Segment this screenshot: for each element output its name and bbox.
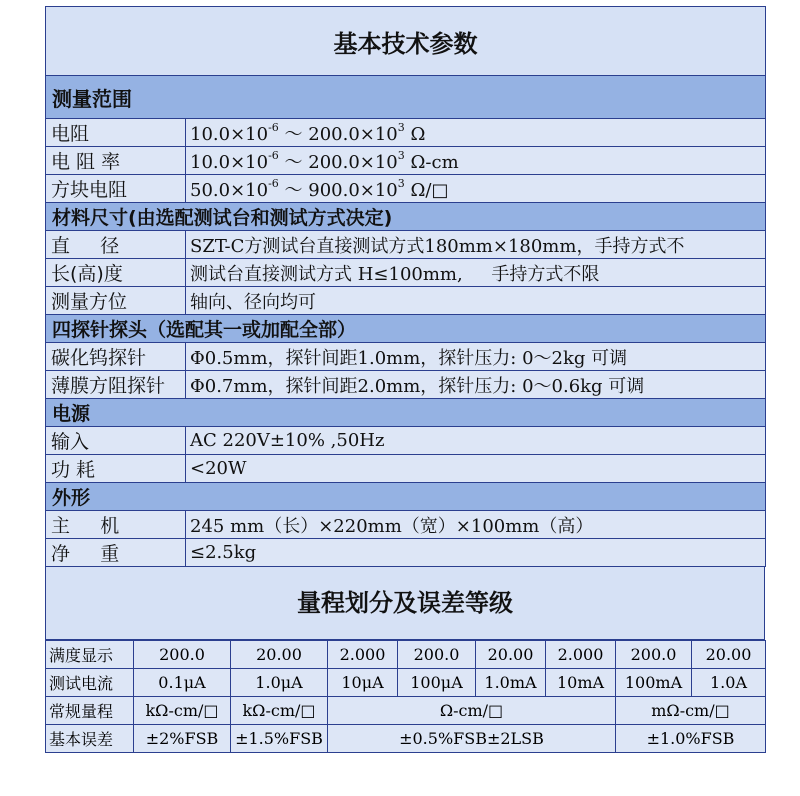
row-tungsten-probe	[46, 343, 766, 371]
current-cell: 1.0μA	[231, 669, 328, 697]
section-appearance: 外形	[46, 483, 766, 511]
range-cell: kΩ-cm/□	[231, 697, 328, 725]
full-scale-cell: 200.0	[398, 641, 476, 669]
current-cell: 100μA	[398, 669, 476, 697]
range-table	[45, 640, 766, 753]
label-input: 输入	[46, 427, 186, 455]
current-cell: 10mA	[546, 669, 616, 697]
row-film-probe	[46, 371, 766, 399]
label-test-current: 测试电流	[46, 669, 134, 697]
page-title: 基本技术参数	[46, 7, 766, 76]
label-orientation: 测量方位	[46, 287, 186, 315]
label-sheet-resistance: 方块电阻	[46, 175, 186, 203]
row-input	[46, 427, 766, 455]
row-orientation	[46, 287, 766, 315]
value-input: AC 220V±10% ,50Hz	[186, 427, 766, 455]
value-film-probe: Φ0.7mm，探针间距2.0mm，探针压力: 0～0.6kg 可调	[186, 371, 766, 399]
full-scale-cell: 20.00	[231, 641, 328, 669]
label-film-probe: 薄膜方阻探针	[46, 371, 186, 399]
range-cell: mΩ-cm/□	[616, 697, 766, 725]
section-material-size: 材料尺寸(由选配测试台和测试方式决定)	[46, 203, 766, 231]
value-sheet-resistance: $50.0\times 10^{-6}$ ～ $900.0\times 10^3$ Ω/□	[186, 175, 766, 203]
full-scale-cell: 2.000	[328, 641, 398, 669]
error-cell: ±2%FSB	[134, 725, 231, 753]
label-height: 长(高)度	[46, 259, 186, 287]
current-cell: 1.0A	[692, 669, 766, 697]
range-cell: Ω-cm/□	[328, 697, 616, 725]
spec-sheet	[45, 6, 765, 753]
row-test-current	[46, 669, 766, 697]
section-measurement-range: 测量范围	[46, 76, 766, 119]
value-net-weight: ≤2.5kg	[186, 539, 766, 567]
range-cell: kΩ-cm/□	[134, 697, 231, 725]
label-net-weight: 净 重	[46, 539, 186, 567]
row-consumption	[46, 455, 766, 483]
label-resistivity: 电 阻 率	[46, 147, 186, 175]
full-scale-cell: 200.0	[134, 641, 231, 669]
current-cell: 100mA	[616, 669, 692, 697]
row-resistivity	[46, 147, 766, 175]
error-cell: ±0.5%FSB±2LSB	[328, 725, 616, 753]
value-tungsten-probe: Φ0.5mm，探针间距1.0mm，探针压力: 0～2kg 可调	[186, 343, 766, 371]
full-scale-cell: 20.00	[476, 641, 546, 669]
value-orientation: 轴向、径向均可	[186, 287, 766, 315]
value-height: 测试台直接测试方式 H≤100mm, 手持方式不限	[186, 259, 766, 287]
row-main-unit	[46, 511, 766, 539]
label-consumption: 功 耗	[46, 455, 186, 483]
label-main-unit: 主 机	[46, 511, 186, 539]
full-scale-cell: 20.00	[692, 641, 766, 669]
value-diameter: SZT-C方测试台直接测试方式180mm×180mm，手持方式不	[186, 231, 766, 259]
row-errors	[46, 725, 766, 753]
row-full-scale	[46, 641, 766, 669]
label-diameter: 直 径	[46, 231, 186, 259]
value-resistivity: $10.0\times 10^{-6}$ ～ $200.0\times 10^3$ Ω-cm	[186, 147, 766, 175]
range-table-title: 量程划分及误差等级	[45, 567, 765, 640]
label-tungsten-probe: 碳化钨探针	[46, 343, 186, 371]
row-sheet-resistance	[46, 175, 766, 203]
label-errors: 基本误差	[46, 725, 134, 753]
value-resistance: $10.0\times 10^{-6}$ ～ $200.0\times 10^3$ Ω	[186, 119, 766, 147]
label-resistance: 电阻	[46, 119, 186, 147]
current-cell: 1.0mA	[476, 669, 546, 697]
row-ranges	[46, 697, 766, 725]
row-net-weight	[46, 539, 766, 567]
current-cell: 10μA	[328, 669, 398, 697]
value-consumption: <20W	[186, 455, 766, 483]
value-main-unit: 245 mm（长）×220mm（宽）×100mm（高）	[186, 511, 766, 539]
label-ranges: 常规量程	[46, 697, 134, 725]
section-power: 电源	[46, 399, 766, 427]
basic-spec-table	[45, 6, 766, 567]
label-full-scale: 满度显示	[46, 641, 134, 669]
row-height	[46, 259, 766, 287]
section-probe: 四探针探头（选配其一或加配全部）	[46, 315, 766, 343]
error-cell: ±1.5%FSB	[231, 725, 328, 753]
row-diameter	[46, 231, 766, 259]
row-resistance	[46, 119, 766, 147]
error-cell: ±1.0%FSB	[616, 725, 766, 753]
current-cell: 0.1μA	[134, 669, 231, 697]
full-scale-cell: 2.000	[546, 641, 616, 669]
full-scale-cell: 200.0	[616, 641, 692, 669]
